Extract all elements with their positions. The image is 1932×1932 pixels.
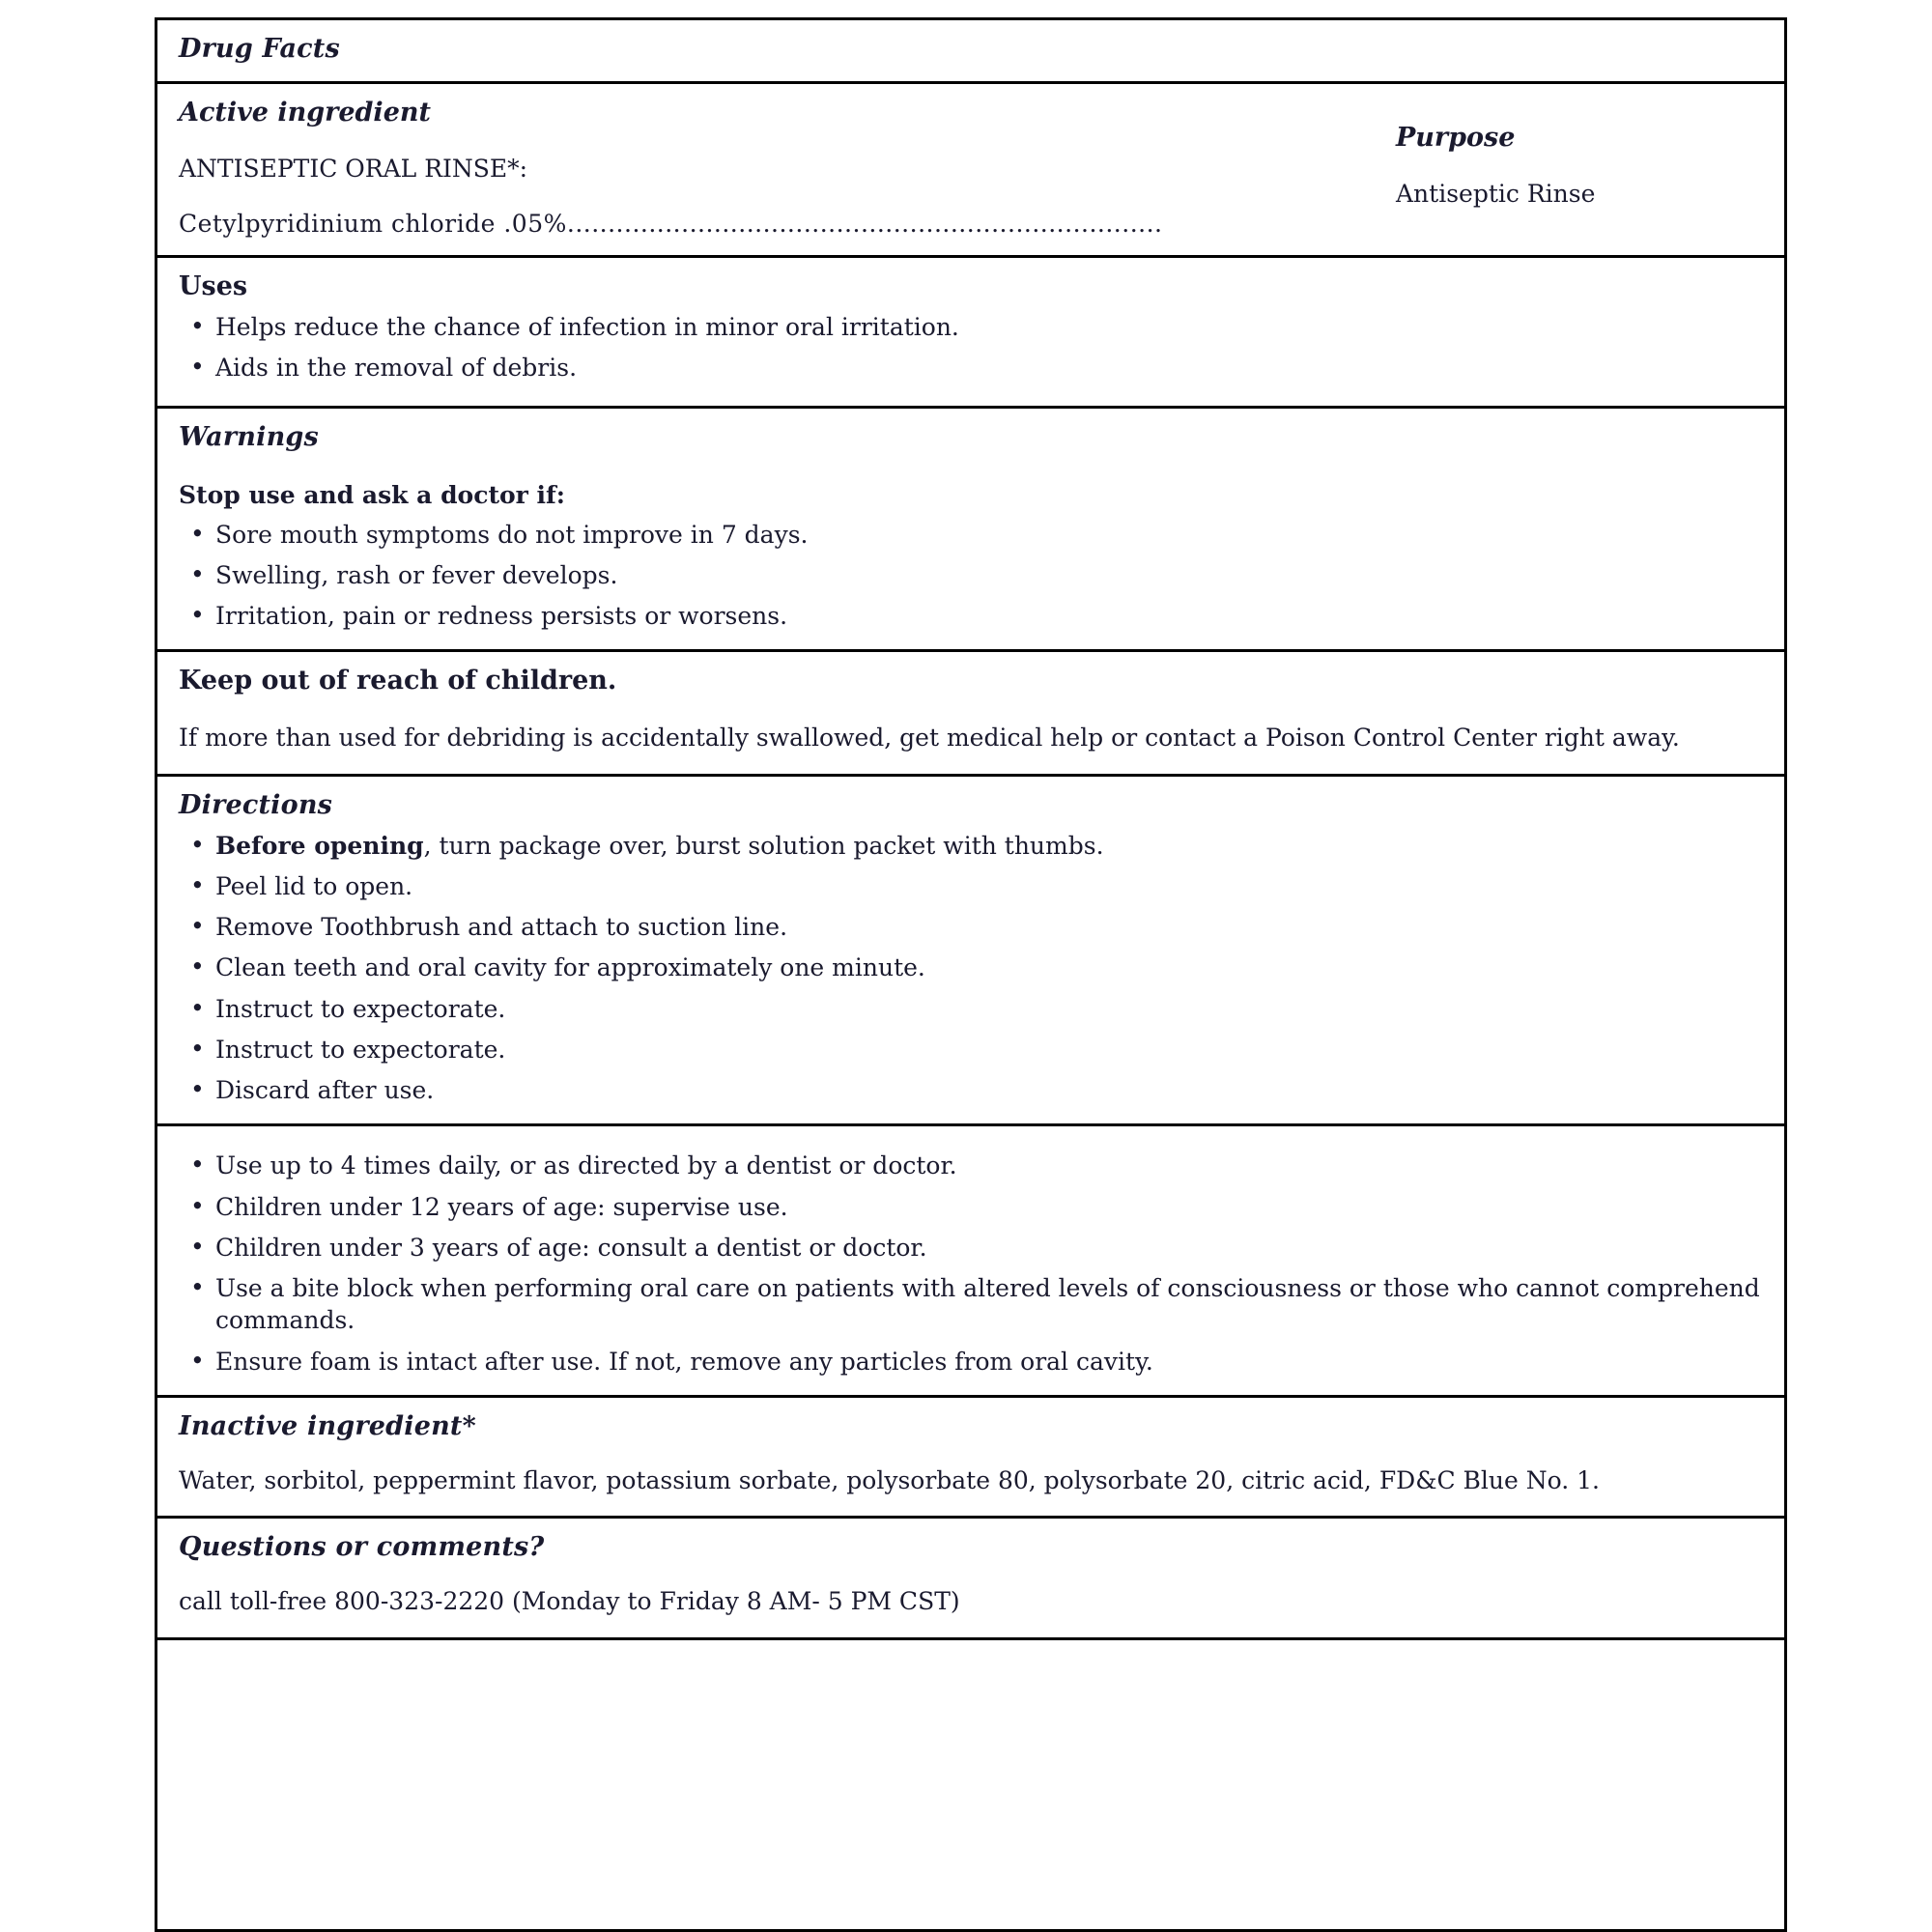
list-item: • Aids in the removal of debris.: [179, 352, 1763, 384]
purpose-heading: Purpose: [1396, 123, 1516, 153]
section-questions: [157, 1519, 1784, 1640]
list-item: • Clean teeth and oral cavity for approximately one minute.: [179, 952, 1763, 983]
directions-extra-list: [179, 1150, 1763, 1378]
list-item-before-opening: [179, 830, 1763, 862]
stop-use-heading: Stop use and ask a doctor if:: [179, 480, 566, 509]
section-active-ingredient: [157, 84, 1784, 258]
warnings-heading: Warnings: [179, 421, 319, 452]
list-item: • Ensure foam is intact after use. If not, remove any particles from oral cavity.: [179, 1346, 1763, 1378]
directions-lead-bold: Before opening: [215, 831, 424, 860]
list-item: • Children under 12 years of age: supervise use.: [179, 1191, 1763, 1223]
directions-heading: Directions: [179, 789, 333, 820]
list-item: • Swelling, rash or fever develops.: [179, 559, 1763, 591]
inactive-ingredient-heading: Inactive ingredient*: [179, 1410, 476, 1441]
list-item: • Helps reduce the chance of infection in minor oral irritation.: [179, 311, 1763, 343]
active-ingredient-row: [179, 98, 1763, 238]
list-item: • Use a bite block when performing oral care on patients with altered levels of consciousness or those who cannot comprehend commands.: [179, 1272, 1763, 1337]
list-item: • Instruct to expectorate.: [179, 993, 1763, 1025]
section-drug-facts-header: [157, 20, 1784, 84]
list-item: • Instruct to expectorate.: [179, 1034, 1763, 1065]
keep-out-heading: Keep out of reach of children.: [179, 666, 617, 696]
uses-heading: Uses: [179, 271, 248, 301]
active-ingredient-column: [179, 98, 1396, 238]
purpose-column: [1396, 98, 1763, 238]
drug-facts-panel: [155, 17, 1787, 1932]
section-inactive-ingredient: [157, 1398, 1784, 1520]
questions-heading: Questions or comments?: [179, 1532, 545, 1563]
active-ingredient-label: ANTISEPTIC ORAL RINSE*:: [179, 155, 528, 183]
purpose-value: Antiseptic Rinse: [1396, 180, 1596, 208]
active-ingredient-heading: Active ingredient: [179, 98, 431, 128]
list-item: • Use up to 4 times daily, or as directed by a dentist or doctor.: [179, 1150, 1763, 1181]
section-directions: [157, 777, 1784, 1127]
inactive-ingredient-text: Water, sorbitol, peppermint flavor, potassium sorbate, polysorbate 80, polysorbate 20, citric acid, FD&C Blue No. 1.: [179, 1465, 1600, 1494]
warnings-list: [179, 519, 1763, 633]
list-item: • Irritation, pain or redness persists or worsens.: [179, 600, 1763, 632]
list-item: • Discard after use.: [179, 1074, 1763, 1106]
list-item: • Remove Toothbrush and attach to suction line.: [179, 911, 1763, 943]
keep-out-text: If more than used for debriding is accidentally swallowed, get medical help or contact a Poison Control Center right away.: [179, 724, 1680, 753]
uses-list: [179, 311, 1763, 384]
section-keep-out-of-reach: [157, 652, 1784, 776]
questions-text: call toll-free 800-323-2220 (Monday to Friday 8 AM- 5 PM CST): [179, 1587, 960, 1616]
list-item: • Children under 3 years of age: consult a dentist or doctor.: [179, 1232, 1763, 1264]
active-ingredient-line: Cetylpyridinium chloride .05%.........................................................................: [179, 210, 1163, 238]
list-item: • Peel lid to open.: [179, 870, 1763, 902]
section-directions-continued: [157, 1126, 1784, 1398]
section-warnings: [157, 409, 1784, 653]
directions-list: [179, 830, 1763, 1107]
list-item: • Sore mouth symptoms do not improve in 7 days.: [179, 519, 1763, 551]
directions-lead-rest: , turn package over, burst solution packet with thumbs.: [423, 831, 1104, 860]
drug-facts-title: Drug Facts: [179, 34, 340, 64]
section-uses: [157, 258, 1784, 409]
